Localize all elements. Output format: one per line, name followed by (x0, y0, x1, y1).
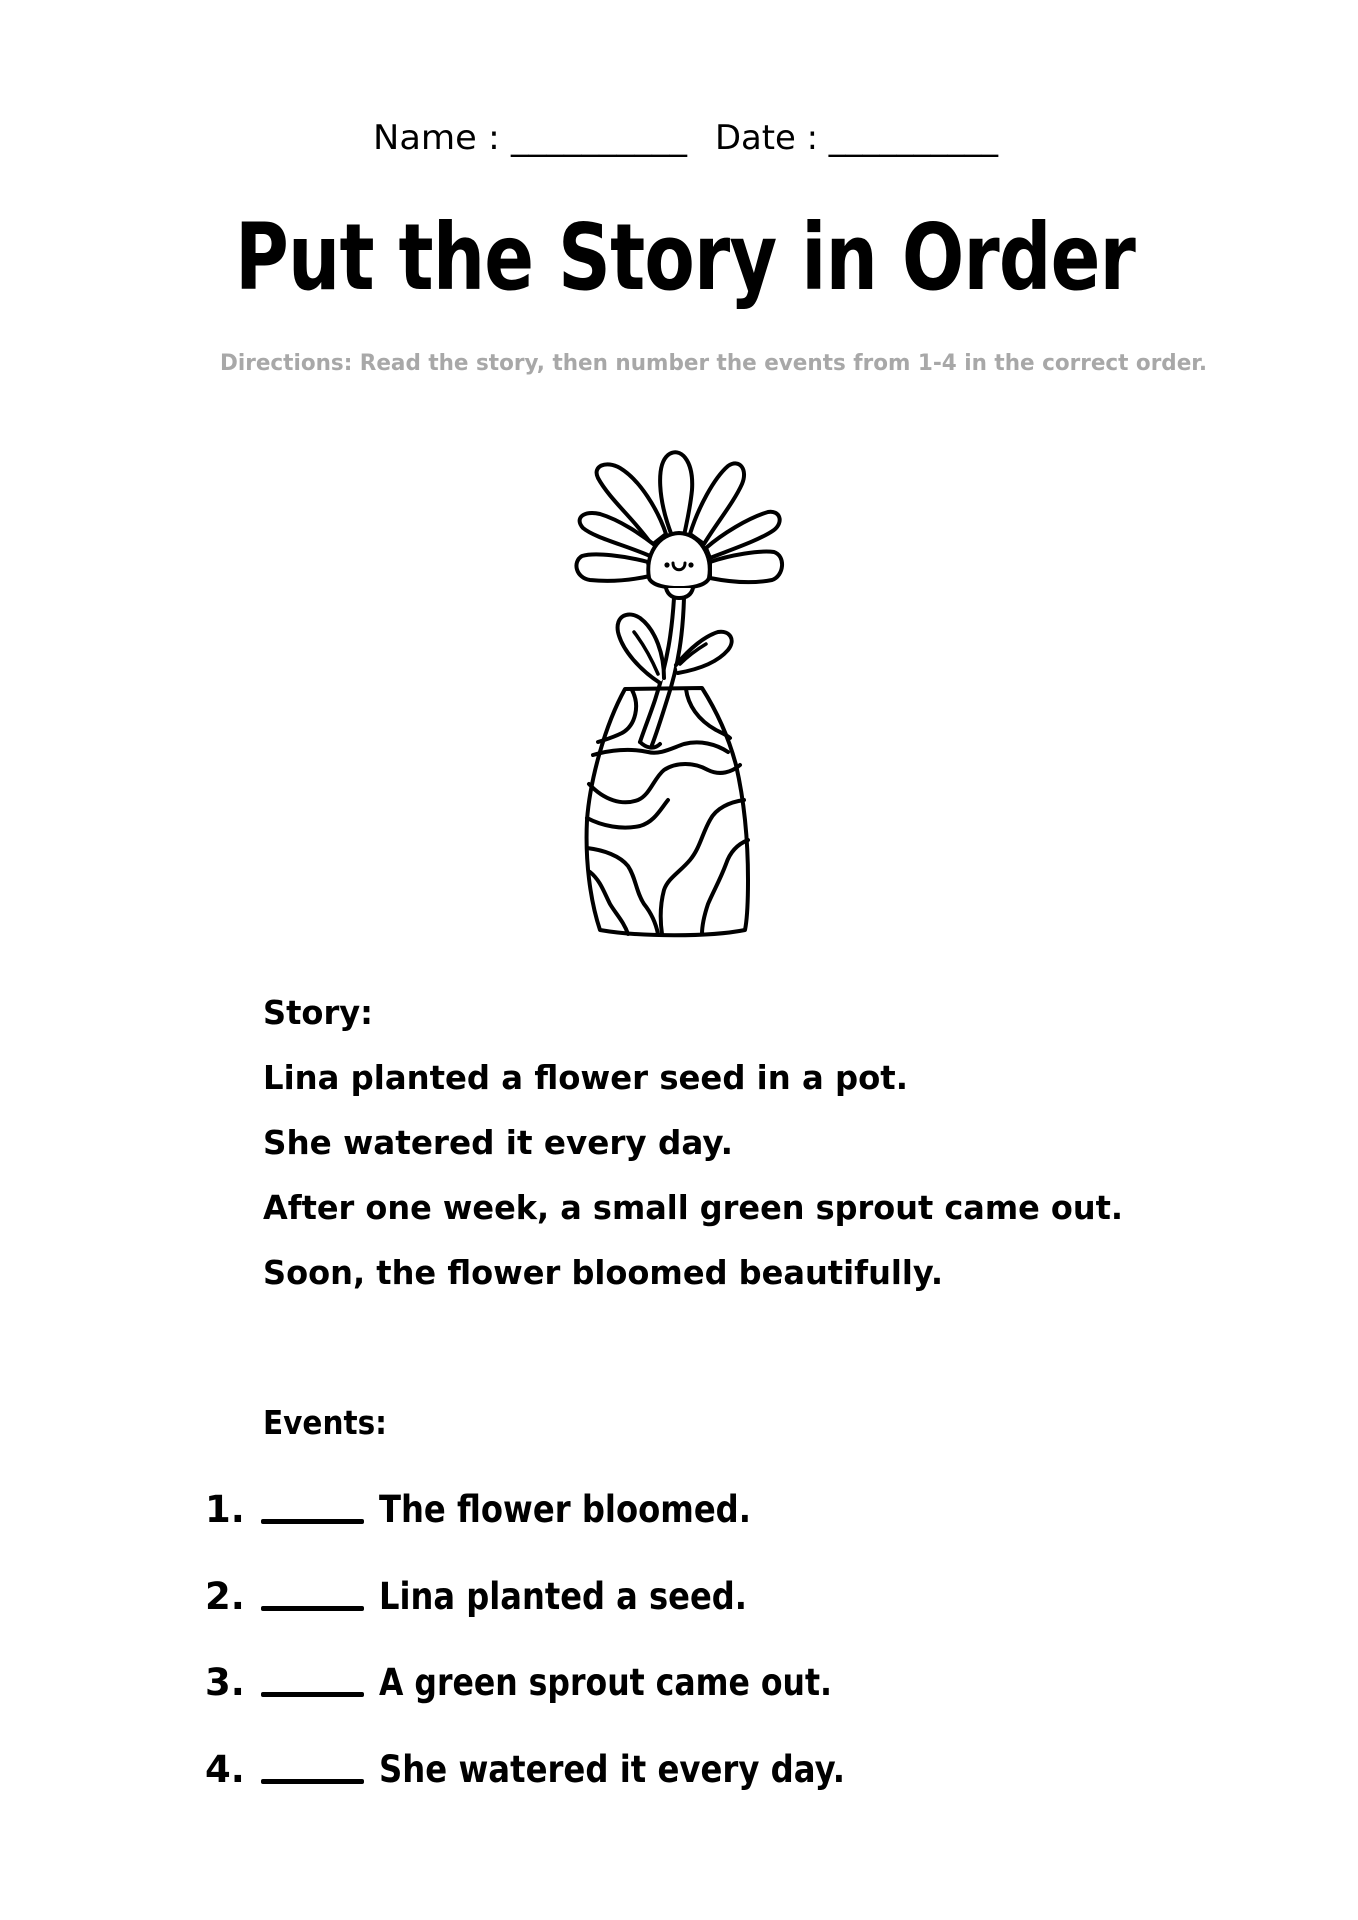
event-number: 3. (205, 1661, 245, 1704)
story-line-text: After one week, a small green sprout came out. (263, 1188, 1123, 1227)
page-title: Put the Story in Order (235, 204, 1135, 311)
story-label-wrap (263, 993, 376, 1033)
directions-wrap (220, 350, 1230, 378)
event-text-wrap (379, 1575, 803, 1619)
event-answer-blank[interactable] (261, 1779, 364, 1784)
story-line (263, 1188, 1151, 1228)
event-text-wrap (379, 1661, 911, 1705)
event-answer-blank[interactable] (261, 1606, 364, 1611)
name-field[interactable] (373, 118, 687, 158)
date-field[interactable] (715, 118, 999, 158)
date-blank[interactable]: __________ (828, 118, 998, 158)
vase (587, 688, 748, 935)
story-line-text: Soon, the flower bloomed beautifully. (263, 1253, 943, 1292)
story-line (263, 1253, 963, 1293)
petals (576, 452, 782, 582)
name-label: Name : (373, 118, 500, 158)
event-text: The flower bloomed. (379, 1488, 751, 1531)
event-text-wrap (379, 1488, 806, 1532)
story-label: Story: (263, 993, 373, 1032)
name-label-and-blank (373, 118, 687, 158)
event-number: 1. (205, 1488, 245, 1531)
page-title-wrap (235, 204, 1358, 311)
event-answer-blank[interactable] (261, 1519, 364, 1524)
event-number: 2. (205, 1575, 245, 1618)
story-line (263, 1058, 922, 1098)
event-text: A green sprout came out. (379, 1661, 832, 1704)
name-blank[interactable]: __________ (511, 118, 687, 158)
event-answer-blank[interactable] (261, 1692, 364, 1697)
story-line-text: Lina planted a flower seed in a pot. (263, 1058, 908, 1097)
smile (673, 563, 685, 570)
directions-text: Directions: Read the story, then number the events from 1-4 in the correct order. (220, 351, 1207, 376)
story-line (263, 1123, 739, 1163)
event-number: 4. (205, 1748, 245, 1791)
event-text-wrap (379, 1748, 913, 1792)
date-label: Date : (715, 118, 819, 158)
events-label: Events: (263, 1403, 387, 1442)
events-label-wrap (263, 1403, 402, 1443)
event-text: Lina planted a seed. (379, 1575, 747, 1618)
story-line-text: She watered it every day. (263, 1123, 733, 1162)
date-label-and-blank (715, 118, 998, 158)
event-text: She watered it every day. (379, 1748, 845, 1791)
flower-head (648, 533, 709, 588)
